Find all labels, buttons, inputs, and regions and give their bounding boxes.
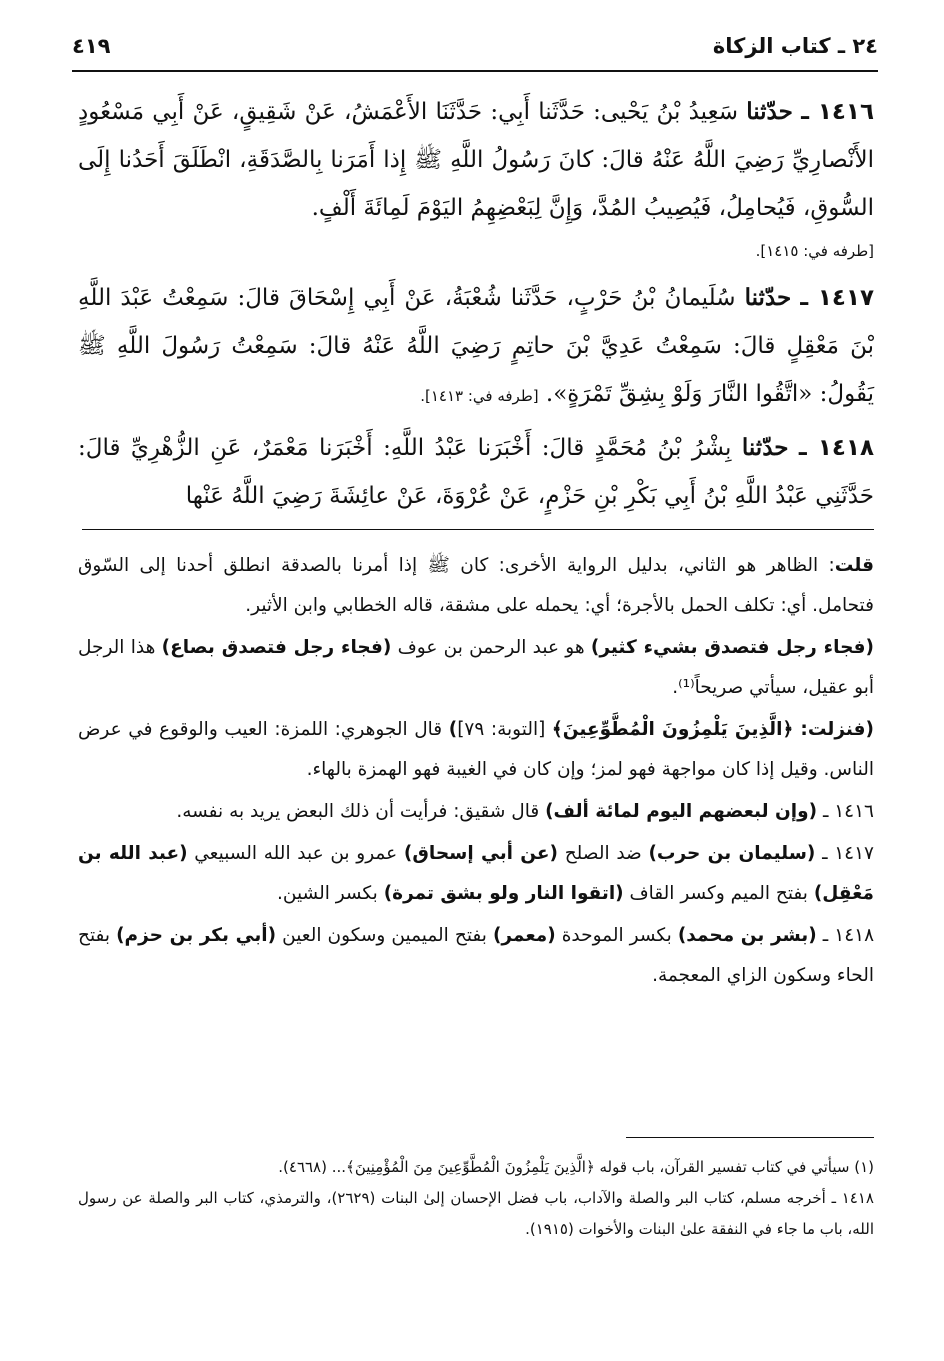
commentary-text: ١٤١٨ ـ	[816, 925, 875, 946]
commentary-lemma: (سليمان بن حرب)	[648, 843, 816, 864]
commentary-text: عمرو بن عبد الله السبيعي	[187, 843, 404, 864]
tarf-reference: [طرفه في: ١٤١٣].	[420, 387, 539, 405]
hadith-body: سُلَيمانُ بْنُ حَرْبٍ، حَدَّثَنا شُعْبَةُ، عَنْ أَبِي إِسْحَاقَ قالَ: سَمِعْتُ عَبْدَ اللَّهِ بْنَ مَعْقِلٍ قالَ: سَمِعْتُ عَدِيَّ بْنَ حاتِمٍ رَضِيَ اللَّهُ عَنْهُ قالَ: سَمِعْتُ رَسُولَ اللَّهِ ﷺ يَقُولُ: «اتَّقُوا النَّارَ وَلَوْ بِشِقِّ تَمْرَةٍ».	[78, 285, 874, 407]
commentary-lemma: قلت	[834, 555, 874, 576]
tarf-reference: [طرفه في: ١٤١٥].	[755, 242, 874, 260]
header-divider	[72, 70, 878, 72]
commentary-lemma: (عبد الله بن مَعْقِل)	[78, 843, 874, 904]
commentary-section	[78, 546, 874, 998]
commentary-text: بفتح الميمين وسكون العين	[276, 925, 493, 946]
commentary-lemma: (أبي بكر بن حزم)	[116, 925, 277, 946]
commentary-text: [التوبة: ٧٩]	[457, 719, 552, 740]
commentary-paragraph	[78, 710, 874, 790]
commentary-text: ضد الصلح	[558, 843, 649, 864]
commentary-lemma: (وإن لبعضهم اليوم لمائة ألف)	[545, 801, 818, 822]
hadith-body: سَعِيدُ بْنُ يَحْيى: حَدَّثَنا أَبِي: حَدَّثَنَا الأَعْمَشُ، عَنْ شَقِيقٍ، عَنْ أَبِي مَسْعُودٍ الأَنْصارِيِّ رَضِيَ اللَّهُ عَنْهُ قالَ: كانَ رَسُولُ اللَّهِ ﷺ إِذا أَمَرَنا بِالصَّدَقَةِ، انْطَلَقَ أَحَدُنا إِلَى السُّوقِ، فَيُحامِلُ، فَيُصِيبُ المُدَّ، وَإِنَّ لِبَعْضِهِمُ اليَوْمَ لَمِائَةَ أَلْفٍ.	[78, 99, 874, 221]
commentary-paragraph	[78, 792, 874, 832]
commentary-lemma: (اتقوا النار ولو بشق تمرة)	[383, 883, 624, 904]
commentary-text: قال شقيق: فرأيت أن ذلك البعض يريد به نفسه.	[176, 801, 546, 822]
commentary-paragraph	[78, 834, 874, 914]
hadith-lead: حدّثنا	[741, 434, 789, 461]
commentary-paragraph	[78, 546, 874, 626]
commentary-text: ١٤١٦ ـ	[817, 801, 874, 822]
hadith-body: بِشْرُ بْنُ مُحَمَّدٍ قالَ: أَخْبَرَنا عَبْدُ اللَّهِ: أَخْبَرَنا مَعْمَرٌ، عَنِ الزُّهْرِيِّ قالَ: حَدَّثَنِي عَبْدُ اللَّهِ بْنُ أَبِي بَكْرِ بْنِ حَزْمٍ، عَنْ عُرْوَةَ، عَنْ عائِشَةَ رَضِيَ اللَّهُ عَنْها	[78, 435, 874, 509]
footnotes-section	[78, 1152, 874, 1245]
commentary-text: ١٤١٧ ـ	[815, 843, 874, 864]
commentary-divider	[82, 529, 874, 530]
page-number: ٤١٩	[72, 34, 111, 58]
footnote: (١) سيأتي في كتاب تفسير القرآن، باب قوله ﴿الَّذِينَ يَلْمِزُونَ الْمُطَّوِّعِينَ مِنَ الْمُؤْمِنِينَ﴾... (٤٦٦٨).	[278, 1158, 874, 1176]
commentary-text: بفتح الحاء وسكون الزاي المعجمة.	[78, 925, 874, 986]
hadith-number: ١٤١٦ ـ	[801, 99, 874, 125]
commentary-text: هو عبد الرحمن بن عوف	[391, 637, 591, 658]
commentary-lemma: (فنزلت: ﴿الَّذِينَ يَلْمِزُونَ الْمُطَّوِّعِينَ﴾	[551, 719, 874, 740]
commentary-text: : الظاهر هو الثاني، بدليل الرواية الأخرى: كان ﷺ إذا أمرنا بالصدقة انطلق أحدنا إلى السّوق فتحامل. أي: تكلف الحمل بالأجرة؛ أي: يحمله على مشقة، قاله الخطابي وابن الأثير.	[78, 555, 874, 616]
commentary-paragraph	[78, 628, 874, 708]
hadith-1418	[78, 424, 874, 520]
hadith-lead: حدّثنا	[746, 98, 793, 125]
commentary-lemma: (فجاء رجل فتصدق بشيء كثير)	[590, 637, 874, 658]
commentary-paragraph	[78, 916, 874, 996]
commentary-text: هذا الرجل أبو عقيل، سيأتي صريحاً⁽¹⁾.	[78, 637, 874, 698]
hadith-1416	[78, 88, 874, 232]
chapter-title: ٢٤ ـ كتاب الزكاة	[712, 34, 878, 58]
commentary-lemma: )	[448, 719, 458, 740]
page-header	[72, 28, 878, 64]
commentary-lemma: (معمر)	[492, 925, 556, 946]
hadith-number: ١٤١٧ ـ	[800, 285, 875, 311]
hadith-1417	[78, 274, 874, 420]
footnote-divider	[626, 1137, 874, 1138]
hadith-text-section	[78, 88, 874, 524]
footnote: ١٤١٨ ـ أخرجه مسلم، كتاب البر والصلة والآداب، باب فضل الإحسان إلىٰ البنات (٢٦٢٩)، والترمذي، كتاب البر والصلة عن رسول الله، باب ما جاء في النفقة علىٰ البنات والأخوات (١٩١٥).	[78, 1189, 874, 1238]
commentary-text: بكسر الموحدة	[555, 925, 678, 946]
commentary-lemma: (عن أبي إسحاق)	[403, 843, 558, 864]
commentary-lemma: (فجاء رجل فتصدق بصاع)	[161, 637, 392, 658]
commentary-lemma: (بشر بن محمد)	[677, 925, 817, 946]
commentary-text: بكسر الشين.	[277, 883, 384, 904]
commentary-text: بفتح الميم وكسر القاف	[623, 883, 814, 904]
hadith-lead: حدّثنا	[744, 284, 792, 311]
commentary-text: قال الجوهري: اللمزة: العيب والوقوع في عرض الناس. وقيل إذا كان مواجهة فهو لمز؛ وإن كان في الغيبة فهو الهمزة بالهاء.	[78, 719, 874, 780]
hadith-number: ١٤١٨ ـ	[798, 435, 875, 461]
